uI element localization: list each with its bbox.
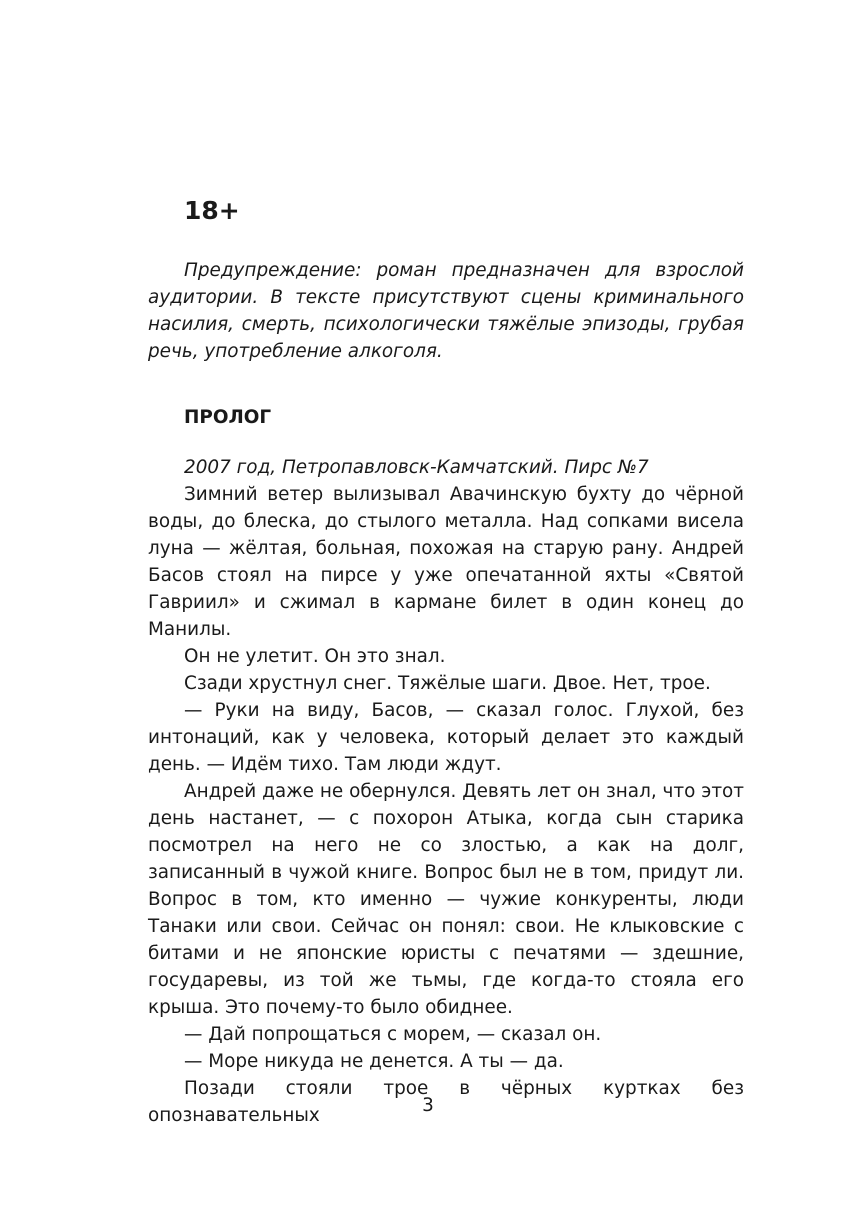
- body-paragraph: Он не улетит. Он это знал.: [184, 646, 446, 667]
- body-paragraph: Сзади хрустнул снег. Тяжёлые шаги. Двое. Нет, трое.: [184, 673, 711, 694]
- content-warning: [148, 257, 744, 365]
- body-paragraph: Зимний ветер вылизывал Авачинскую бухту до чёрной воды, до блеска, до стылого металла. Над сопками висела луна — жёлтая, больная, похожая на старую рану. Андрей Басов стоял на пирсе у уже опечатанной яхты «Святой Гавриил» и сжимал в кармане билет в один конец до Манилы.: [148, 484, 744, 640]
- body-paragraph: — Руки на виду, Басов, — сказал голос. Глухой, без интонаций, как у человека, который делает это каждый день. — Идём тихо. Там люди ждут.: [148, 700, 744, 775]
- warning-paragraph: Предупреждение: роман предназначен для взрослой аудитории. В тексте присутствуют сцены криминального насилия, смерть, психологически тяжёлые эпизоды, грубая речь, употребление алкоголя.: [148, 260, 744, 362]
- body-paragraph: — Море никуда не денется. А ты — да.: [184, 1051, 564, 1072]
- age-rating: 18+: [184, 196, 240, 225]
- chapter-title: ПРОЛОГ: [184, 407, 272, 428]
- chapter-subtitle: 2007 год, Петропавловск-Камчатский. Пирс №7: [184, 457, 649, 478]
- chapter-body: [148, 454, 744, 1129]
- body-paragraph: Позади стояли трое в чёрных куртках без опознавательных: [148, 1078, 744, 1126]
- body-paragraph: — Дай попрощаться с морем, — сказал он.: [184, 1024, 602, 1045]
- body-paragraph: Андрей даже не обернулся. Девять лет он знал, что этот день настанет, — с похорон Атыка, когда сын старика посмотрел на него не со злостью, а как на долг, записанный в чужой книге. Вопрос был не в том, придут ли. Вопрос в том, кто именно — чужие конкуренты, люди Танаки или свои. Сейчас он понял: свои. Не клыковские с битами и не японские юристы с печатями — здешние, государевы, из той же тьмы, где когда-то стояла его крыша. Это почему-то было обиднее.: [148, 781, 744, 1018]
- page-number: 3: [422, 1095, 434, 1116]
